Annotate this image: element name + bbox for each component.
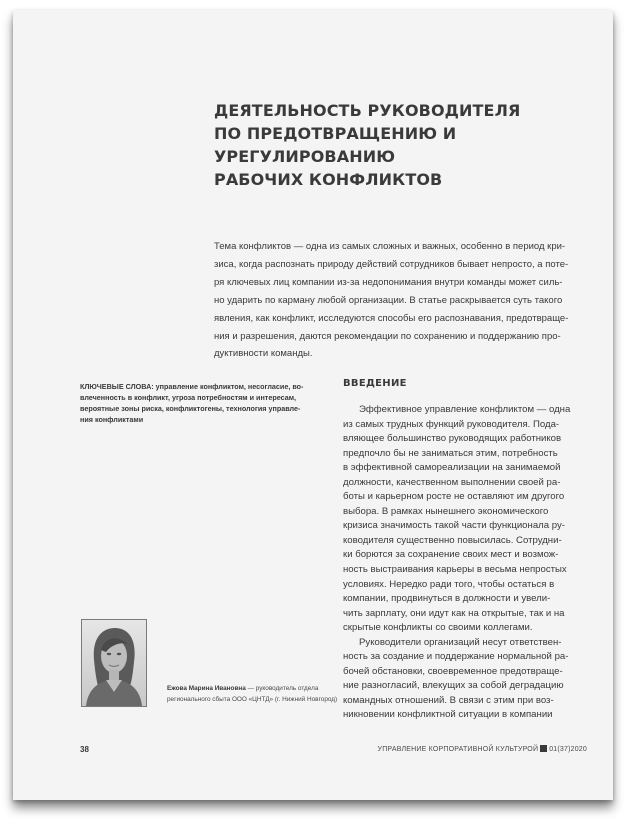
body-line: должности, качественном выполнении своей ра- bbox=[343, 476, 561, 488]
body-line: боты и карьерном росте не оставляют им другого bbox=[343, 491, 565, 503]
body-line: выбора. В рамках нынешнего экономического bbox=[343, 505, 549, 517]
body-line: командных отношений. В связи с этим при воз- bbox=[343, 694, 554, 706]
body-line: условиях. Нередко ради того, чтобы остаться в bbox=[343, 578, 555, 590]
author-company: регионального сбыта ООО «ЦНТД» (г. Нижний Новгород) bbox=[167, 696, 338, 703]
body-line: чить зарплату, они идут как на открытые, так и на bbox=[343, 607, 565, 619]
keywords-block bbox=[80, 381, 325, 425]
body-line: ки борются за сохранение своих мест и возмож- bbox=[343, 549, 559, 561]
author-caption-line bbox=[167, 683, 337, 694]
body-line: бочей обстановки, своевременное предотвраще- bbox=[343, 665, 563, 677]
journal-name: УПРАВЛЕНИЕ КОРПОРАТИВНОЙ КУЛЬТУРОЙ bbox=[377, 746, 539, 753]
article-title bbox=[214, 99, 614, 191]
abstract bbox=[214, 238, 588, 363]
body-line: ние разногласий, влекущих за собой деградацию bbox=[343, 680, 564, 692]
body-line: компании, продвинуться в должности и увели- bbox=[343, 593, 551, 605]
author-role: — руководитель отдела bbox=[245, 685, 319, 692]
body-line: ководителя существенно повысилась. Сотрудни- bbox=[343, 534, 562, 546]
abstract-line: но ударить по карману любой организации. В статье раскрывается суть такого bbox=[214, 294, 563, 306]
page-number: 38 bbox=[80, 745, 89, 754]
abstract-line: дуктивности команды. bbox=[214, 348, 313, 360]
keywords-line: ния конфликтами bbox=[80, 415, 144, 424]
title-line-2: ПО ПРЕДОТВРАЩЕНИЮ И УРЕГУЛИРОВАНИЮ bbox=[214, 124, 457, 166]
body-line: предпочло бы не заниматься этим, потребность bbox=[343, 447, 558, 459]
body-line: в эффективной самореализации на занимаемой bbox=[343, 462, 561, 474]
title-line-3: РАБОЧИХ КОНФЛИКТОВ bbox=[214, 170, 443, 189]
body-line: вляющее большинство руководящих работников bbox=[343, 433, 562, 445]
abstract-line: ря ключевых лиц компании из-за недопонимания внутри команды может силь- bbox=[214, 276, 563, 288]
section-heading: ВВЕДЕНИЕ bbox=[343, 378, 407, 389]
author-name: Ежова Марина Ивановна bbox=[167, 685, 246, 692]
journal-issue: 01(37)2020 bbox=[549, 746, 587, 753]
body-line: из самых трудных функций руководителя. Пода- bbox=[343, 418, 560, 430]
keywords-line: КЛЮЧЕВЫЕ СЛОВА: управление конфликтом, несогласие, во- bbox=[80, 382, 304, 391]
square-separator-icon bbox=[540, 745, 547, 752]
body-line: ность выстраивания карьеры в весьма непростых bbox=[343, 564, 567, 576]
keywords-line: влеченность в конфликт, угроза потребностям и интересам, bbox=[80, 393, 297, 402]
author-caption bbox=[167, 683, 337, 705]
body-line: ность за создание и поддержание нормальной ра- bbox=[343, 651, 569, 663]
body-line: Руководители организаций несут ответствен- bbox=[359, 636, 562, 648]
title-line-1: ДЕЯТЕЛЬНОСТЬ РУКОВОДИТЕЛЯ bbox=[214, 101, 521, 120]
keywords-line: вероятные зоны риска, конфликтогены, технология управле- bbox=[80, 404, 301, 413]
abstract-line: ния и разрешения, даются рекомендации по сохранению и поддержанию про- bbox=[214, 330, 561, 342]
body-line: скрытые конфликты со своими коллегами. bbox=[343, 622, 533, 634]
abstract-line: явления, как конфликт, исследуются способы его распознавания, предотвраще- bbox=[214, 312, 569, 324]
body-line: кризиса значимость такой части функционала ру- bbox=[343, 520, 565, 532]
journal-footer bbox=[378, 745, 587, 753]
body-line: никновении конфликтной ситуации в компании bbox=[343, 709, 553, 721]
abstract-line: зиса, когда распознать природу действий сотрудников бывает непросто, а поте- bbox=[214, 258, 569, 270]
abstract-line: Тема конфликтов — одна из самых сложных и важных, особенно в период кри- bbox=[214, 241, 566, 252]
body-line: Эффективное управление конфликтом — одна bbox=[359, 404, 571, 415]
author-photo bbox=[81, 619, 147, 707]
body-text bbox=[343, 403, 591, 723]
